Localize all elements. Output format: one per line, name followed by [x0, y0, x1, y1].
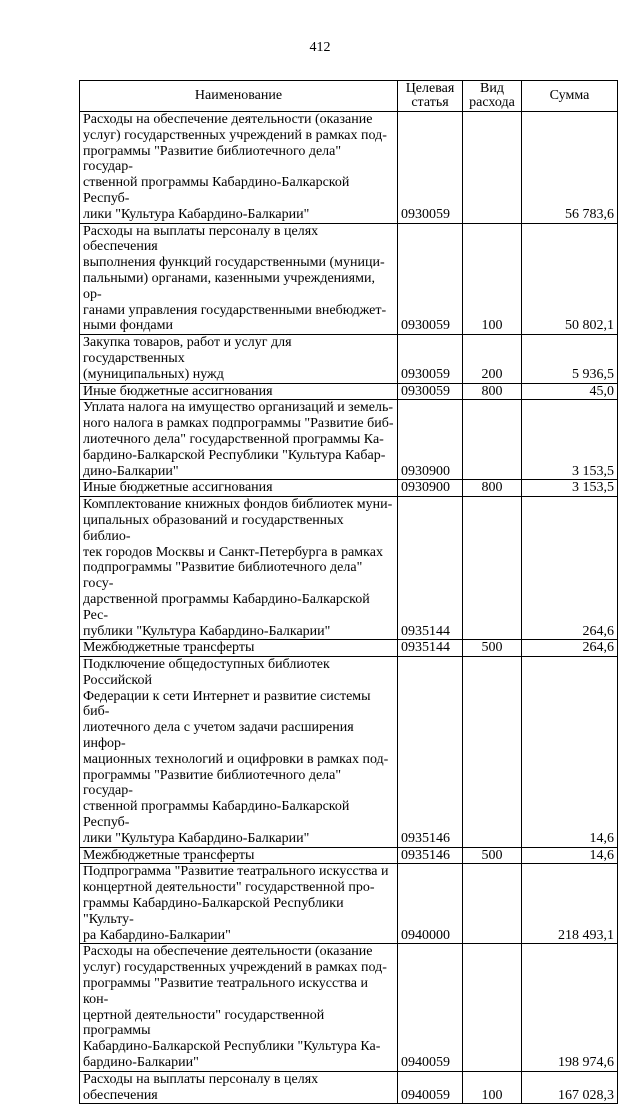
- header-name: Наименование: [80, 81, 398, 112]
- cell-code: 0935144: [398, 497, 463, 640]
- cell-sum: 218 493,1: [522, 864, 618, 944]
- table-row: [80, 112, 618, 224]
- table-row: [80, 864, 618, 944]
- table-row: [80, 400, 618, 480]
- cell-sum: 14,6: [522, 847, 618, 864]
- table-header-row: [80, 81, 618, 112]
- cell-code: 0940059: [398, 1071, 463, 1104]
- cell-code: 0930059: [398, 223, 463, 335]
- cell-kind: [463, 657, 522, 848]
- cell-name: Закупка товаров, работ и услуг для государственных (муниципальных) нужд: [80, 335, 398, 383]
- cell-sum: 264,6: [522, 497, 618, 640]
- table-row: [80, 335, 618, 383]
- cell-code: 0940059: [398, 944, 463, 1071]
- cell-sum: 3 153,5: [522, 480, 618, 497]
- cell-kind: [463, 944, 522, 1071]
- header-sum: Сумма: [522, 81, 618, 112]
- cell-name: Комплектование книжных фондов библиотек муни- ципальных образований и государственных библио- тек городов Москвы и Санкт-Петербурга в рамках подпрограммы "Развитие библиотечного дела" госу- дарственной программы Кабардино-Балкарской Рес- публики "Культура Кабардино-Балкарии": [80, 497, 398, 640]
- cell-name: Расходы на обеспечение деятельности (оказание услуг) государственных учреждений в рамках под- программы "Развитие библиотечного дела" государ- ственной программы Кабардино-Балкарской Респуб- лики "Культура Кабардино-Балкарии": [80, 112, 398, 224]
- cell-code: 0930059: [398, 383, 463, 400]
- cell-code: 0935146: [398, 847, 463, 864]
- header-kind: Вид расхода: [463, 81, 522, 112]
- cell-sum: 45,0: [522, 383, 618, 400]
- cell-sum: 50 802,1: [522, 223, 618, 335]
- cell-sum: 264,6: [522, 640, 618, 657]
- cell-code: 0930900: [398, 400, 463, 480]
- budget-table: [79, 80, 618, 1104]
- cell-kind: 500: [463, 847, 522, 864]
- cell-name: Межбюджетные трансферты: [80, 640, 398, 657]
- cell-kind: [463, 112, 522, 224]
- cell-sum: 167 028,3: [522, 1071, 618, 1104]
- cell-name: Подключение общедоступных библиотек Российской Федерации к сети Интернет и развитие системы биб- лиотечного дела с учетом задачи расширения инфор- мационных технологий и оцифровки в рамках под- программы "Развитие библиотечного дела" государ- ственной программы Кабардино-Балкарской Респуб- лики "Культура Кабардино-Балкарии": [80, 657, 398, 848]
- table-row: [80, 657, 618, 848]
- cell-name: Уплата налога на имущество организаций и земель- ного налога в рамках подпрограммы "Развитие биб- лиотечного дела" государственной программы Ка- бардино-Балкарской Республики "Культура Кабар- дино-Балкарии": [80, 400, 398, 480]
- cell-code: 0940000: [398, 864, 463, 944]
- cell-kind: 800: [463, 383, 522, 400]
- table-row: [80, 480, 618, 497]
- cell-sum: 5 936,5: [522, 335, 618, 383]
- cell-kind: 500: [463, 640, 522, 657]
- table-row: [80, 383, 618, 400]
- header-code: Целевая статья: [398, 81, 463, 112]
- table-row: [80, 944, 618, 1071]
- cell-kind: [463, 400, 522, 480]
- cell-kind: 100: [463, 223, 522, 335]
- cell-name: Межбюджетные трансферты: [80, 847, 398, 864]
- cell-code: 0935146: [398, 657, 463, 848]
- cell-name: Расходы на выплаты персоналу в целях обеспечения: [80, 1071, 398, 1104]
- cell-code: 0930059: [398, 112, 463, 224]
- cell-kind: 200: [463, 335, 522, 383]
- cell-code: 0930059: [398, 335, 463, 383]
- cell-name: Иные бюджетные ассигнования: [80, 480, 398, 497]
- cell-sum: 14,6: [522, 657, 618, 848]
- cell-sum: 198 974,6: [522, 944, 618, 1071]
- table-row: [80, 847, 618, 864]
- cell-kind: 800: [463, 480, 522, 497]
- cell-kind: [463, 864, 522, 944]
- table-row: [80, 223, 618, 335]
- cell-code: 0935144: [398, 640, 463, 657]
- page-number: 412: [309, 40, 331, 55]
- cell-code: 0930900: [398, 480, 463, 497]
- cell-name: Иные бюджетные ассигнования: [80, 383, 398, 400]
- cell-name: Расходы на обеспечение деятельности (оказание услуг) государственных учреждений в рамках под- программы "Развитие театрального искусства и кон- цертной деятельности" государственной программы Кабардино-Балкарской Республики "Культура Ка- бардино-Балкарии": [80, 944, 398, 1071]
- cell-kind: 100: [463, 1071, 522, 1104]
- table-row: [80, 640, 618, 657]
- cell-name: Подпрограмма "Развитие театрального искусства и концертной деятельности" государственной про- граммы Кабардино-Балкарской Республики "Культу- ра Кабардино-Балкарии": [80, 864, 398, 944]
- cell-sum: 3 153,5: [522, 400, 618, 480]
- table-row: [80, 497, 618, 640]
- cell-name: Расходы на выплаты персоналу в целях обеспечения выполнения функций государственными (муници- пальными) органами, казенными учреждениями, ор- ганами управления государственными внебюджет- ными фондами: [80, 223, 398, 335]
- table-body: [80, 112, 618, 1104]
- table-row: [80, 1071, 618, 1104]
- cell-kind: [463, 497, 522, 640]
- cell-sum: 56 783,6: [522, 112, 618, 224]
